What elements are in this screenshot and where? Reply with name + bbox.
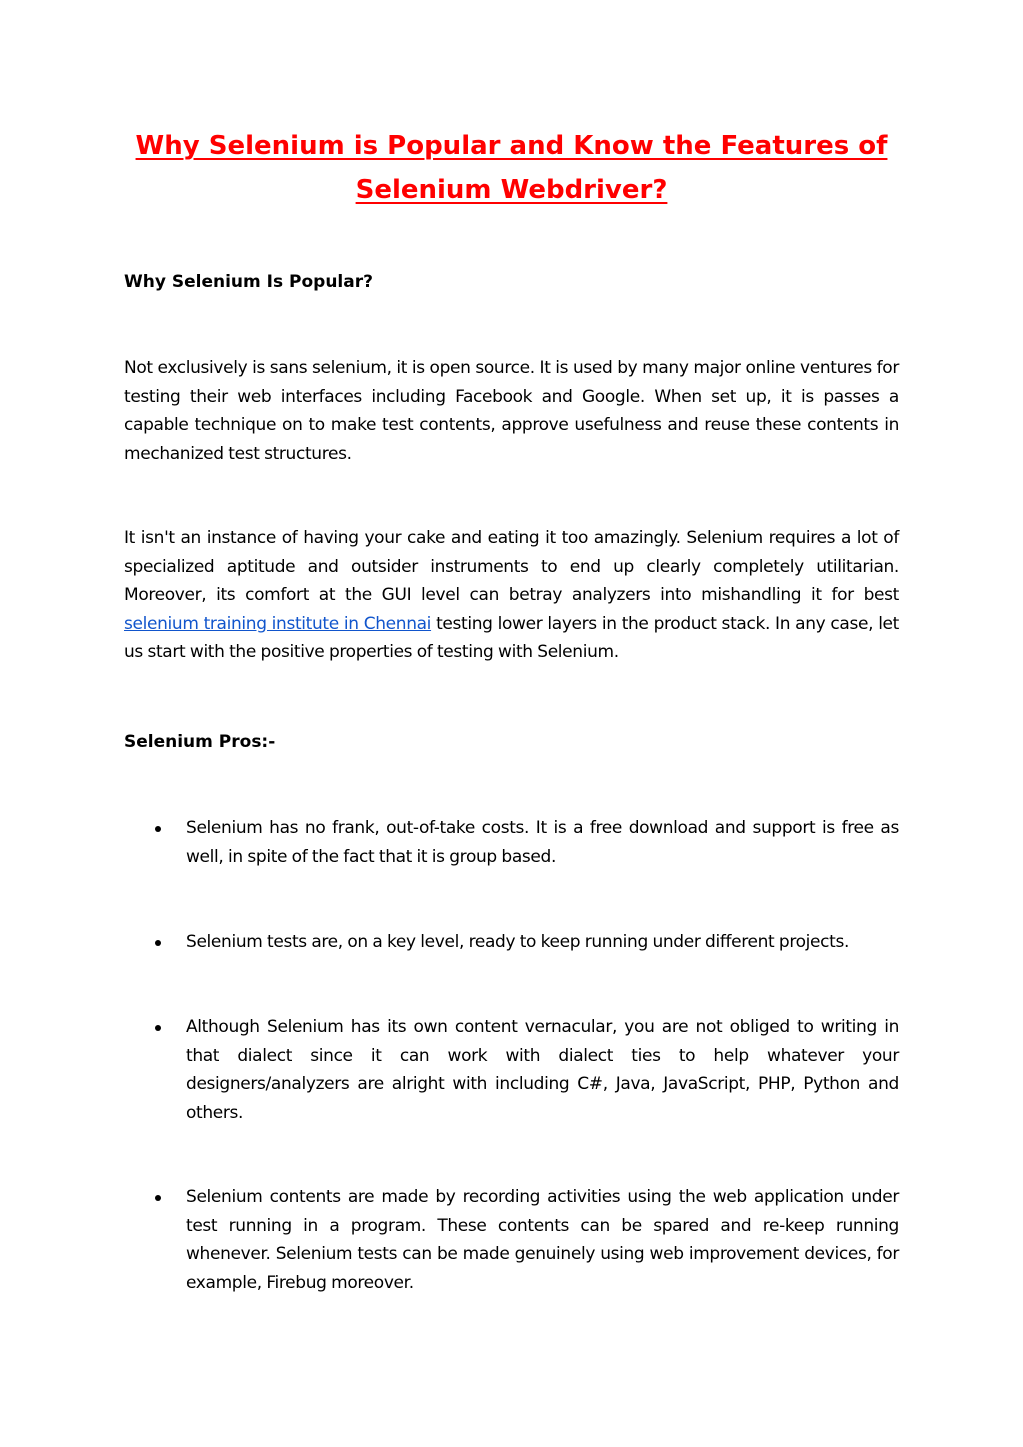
paragraph-caveats-text-before: It isn't an instance of having your cake and eating it too amazingly. Selenium requires a lot of specialized aptitude and outsider instruments to end up clearly completely utilitarian. Moreover, its comfort at the GUI level can betray analyzers into mishandling it for best [124, 528, 899, 605]
pros-list-item-text: Selenium has no frank, out-of-take costs. It is a free download and support is free as well, in spite of the fact that it is group based. [186, 818, 899, 867]
pros-list-item-text: Although Selenium has its own content vernacular, you are not obliged to writing in that dialect since it can work with dialect ties to help whatever your designers/analyzers are alright with including C#, Java, JavaScript, PHP, Python and others. [186, 1017, 899, 1123]
section-heading-why-popular: Why Selenium Is Popular? [124, 272, 373, 292]
pros-list-item-text: Selenium contents are made by recording activities using the web application under test running in a program. These contents can be spared and re-keep running whenever. Selenium tests can be made genuinely using web improvement devices, for example, Firebug moreover. [186, 1187, 899, 1293]
pros-list-item-text: Selenium tests are, on a key level, ready to keep running under different projects. [186, 932, 850, 952]
bullet-icon [155, 940, 161, 946]
selenium-training-link[interactable]: selenium training institute in Chennai [124, 613, 432, 634]
document-title-line-1: Why Selenium is Popular and Know the Features of [135, 131, 888, 161]
document-title [124, 124, 899, 212]
document-title-line-2: Selenium Webdriver? [355, 175, 668, 205]
paragraph-intro: Not exclusively is sans selenium, it is open source. It is used by many major online ventures for testing their web interfaces including Facebook and Google. When set up, it is passes a capable technique on to make test contents, approve usefulness and reuse these contents in mechanized test structures. [124, 358, 899, 464]
bullet-icon [155, 1195, 161, 1201]
bullet-icon [155, 826, 161, 832]
paragraph-caveats-text-after: testing lower layers in the product stack. In any case, let us start with the positive properties of testing with Selenium. [124, 613, 899, 662]
bullet-icon [155, 1025, 161, 1031]
section-heading-pros: Selenium Pros:- [124, 732, 276, 752]
paragraph-caveats [124, 524, 899, 667]
